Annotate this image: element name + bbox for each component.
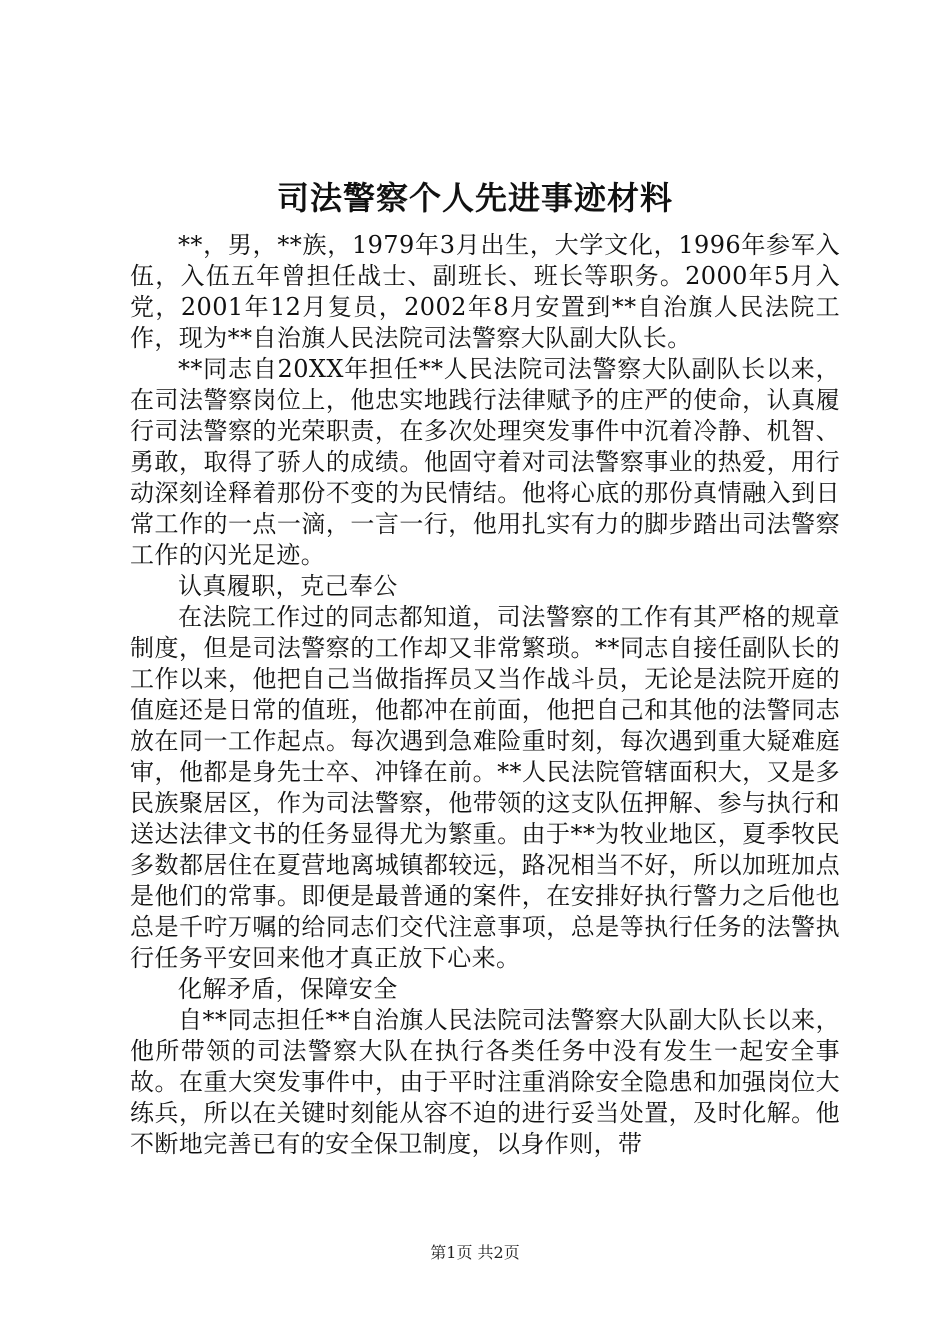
summary-paragraph: **同志自20XX年担任**人民法院司法警察大队副队长以来，在司法警察岗位上，他忠实地践行法律赋予的庄严的使命，认真履行司法警察的光荣职责，在多次处理突发事件中沉着冷静、机智、勇敢，取得了骄人的成绩。他固守着对司法警察事业的热爱，用行动深刻诠释着那份不变的为民情结。他将心底的那份真情融入到日常工作的一点一滴，一言一行，他用扎实有力的脚步踏出司法警察工作的闪光足迹。 bbox=[130, 355, 840, 569]
section-heading-safety: 化解矛盾，保障安全 bbox=[178, 975, 398, 1003]
section-text-safety: 自**同志担任**自治旗人民法院司法警察大队副大队长以来，他所带领的司法警察大队在执行各类任务中没有发生一起安全事故。在重大突发事件中，由于平时注重消除安全隐患和加强岗位大练兵，所以在关键时刻能从容不迫的进行妥当处置，及时化解。他不断地完善已有的安全保卫制度，以身作则，带 bbox=[130, 1006, 840, 1158]
document-body bbox=[130, 230, 840, 1160]
section-text-duty: 在法院工作过的同志都知道，司法警察的工作有其严格的规章制度，但是司法警察的工作却又非常繁琐。**同志自接任副队长的工作以来，他把自己当做指挥员又当作战斗员，无论是法院开庭的值庭还是日常的值班，他都冲在前面，他把自己和其他的法警同志放在同一工作起点。每次遇到急难险重时刻，每次遇到重大疑难庭审，他都是身先士卒、冲锋在前。**人民法院管辖面积大，又是多民族聚居区，作为司法警察，他带领的这支队伍押解、参与执行和送达法律文书的任务显得尤为繁重。由于**为牧业地区，夏季牧民多数都居住在夏营地离城镇都较远，路况相当不好，所以加班加点是他们的常事。即便是最普通的案件，在安排好执行警力之后他也总是千咛万嘱的给同志们交代注意事项，总是等执行任务的法警执行任务平安回来他才真正放下心来。 bbox=[130, 603, 840, 972]
intro-paragraph: **，男，**族，1979年3月出生，大学文化，1996年参军入伍，入伍五年曾担任战士、副班长、班长等职务。2000年5月入党，2001年12月复员，2002年8月安置到**自治旗人民法院工作，现为**自治旗人民法院司法警察大队副大队长。 bbox=[130, 231, 840, 352]
page-number-footer: 第1页 共2页 bbox=[430, 1243, 520, 1262]
section-heading-duty: 认真履职，克己奉公 bbox=[178, 572, 398, 600]
document-title: 司法警察个人先进事迹材料 bbox=[276, 179, 673, 217]
